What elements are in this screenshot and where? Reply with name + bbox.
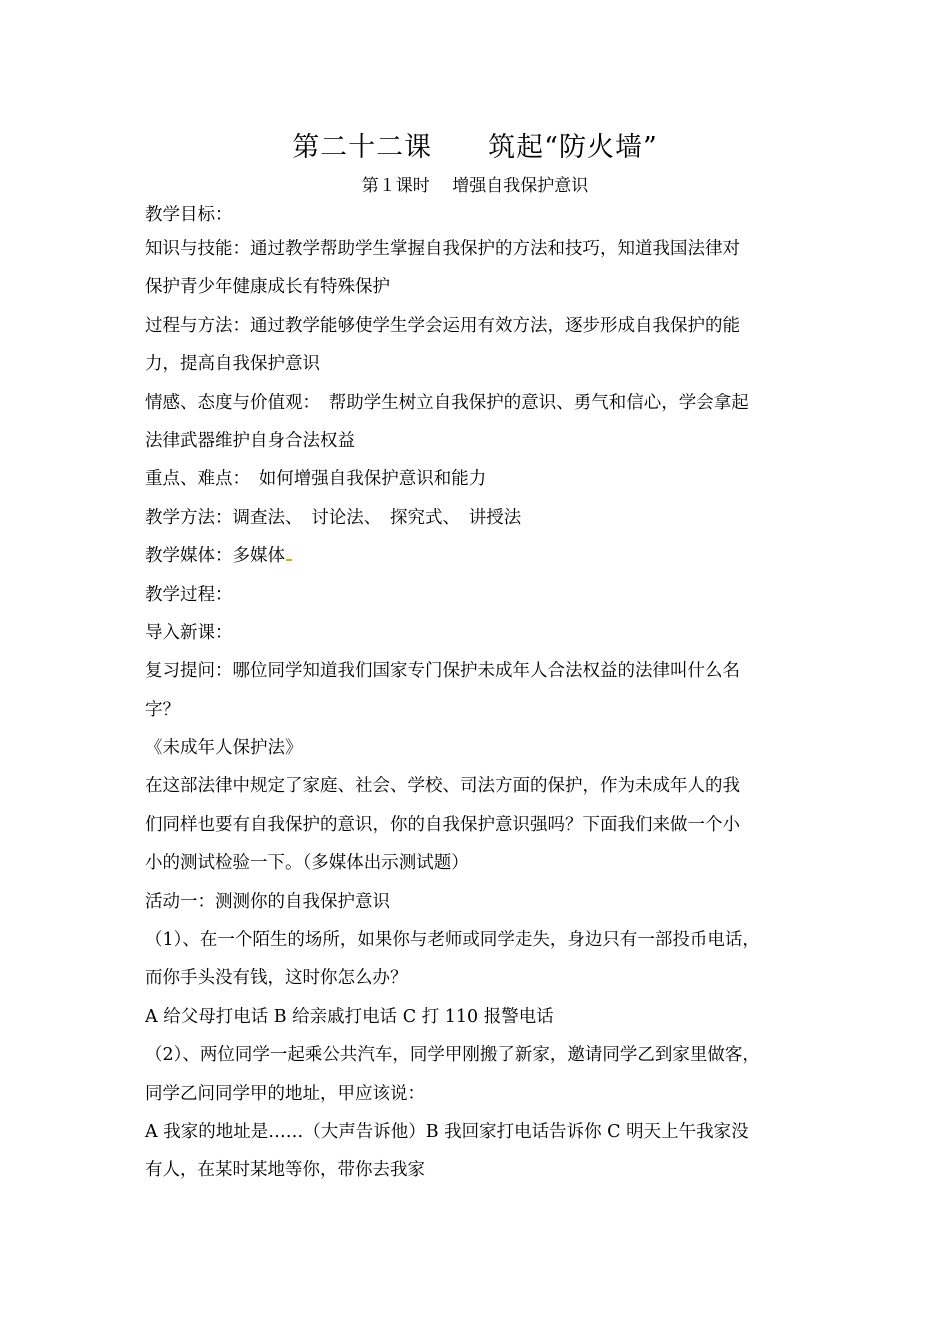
text-line: （1）、在一个陌生的场所，如果你与老师或同学走失，身边只有一部投币电话， [145,930,760,951]
text-line: 们同样也要有自我保护的意识，你的自我保护意识强吗？下面我们来做一个小 [145,814,740,835]
text-line: 小的测试检验一下。（多媒体出示测试题） [145,853,469,874]
text-line: 活动一：测测你的自我保护意识 [145,891,390,912]
text-line: 复习提问：哪位同学知道我们国家专门保护未成年人合法权益的法律叫什么名 [145,661,740,682]
text-line: 情感、态度与价值观： 帮助学生树立自我保护的意识、勇气和信心，学会拿起 [145,392,749,413]
text-line: A 给父母打电话 B 给亲戚打电话 C 打 110 报警电话 [145,1006,554,1027]
text-line: 有人，在某时某地等你，带你去我家 [145,1160,425,1181]
text-line: 《未成年人保护法》 [145,738,303,759]
lesson-subtitle: 第１课时 增强自我保护意识 [361,176,589,196]
text-line: 导入新课： [145,622,233,643]
text-line: 同学乙问同学甲的地址，甲应该说： [145,1083,425,1104]
text-line: 教学目标： [145,205,233,225]
text-line-content: 教学媒体：多媒体 [145,546,285,567]
text-cursor-marker [286,559,292,561]
document-body [145,200,825,1196]
text-line: 力，提高自我保护意识 [145,354,320,375]
text-line: （2）、两位同学一起乘公共汽车，同学甲刚搬了新家，邀请同学乙到家里做客， [145,1045,760,1066]
text-line: 法律武器维护自身合法权益 [145,430,355,451]
text-line: 知识与技能：通过教学帮助学生掌握自我保护的方法和技巧，知道我国法律对 [145,239,740,259]
text-line: 过程与方法：通过教学能够使学生学会运用有效方法，逐步形成自我保护的能 [145,315,740,336]
text-line: A 我家的地址是……（大声告诉他）B 我回家打电话告诉你 C 明天上午我家没 [145,1121,749,1142]
text-line: 教学方法：调查法、 讨论法、 探究式、 讲授法 [145,507,522,528]
lesson-title: 第二十二课 筑起“防火墙” [292,132,658,163]
text-line: 在这部法律中规定了家庭、社会、学校、司法方面的保护，作为未成年人的我 [145,776,740,797]
text-line: 字？ [145,699,180,720]
text-line: 重点、难点： 如何增强自我保护意识和能力 [145,469,487,490]
text-line: 保护青少年健康成长有特殊保护 [145,277,390,298]
text-line: 而你手头没有钱，这时你怎么办？ [145,968,408,989]
text-line [145,543,825,581]
text-line: 教学过程： [145,584,233,605]
